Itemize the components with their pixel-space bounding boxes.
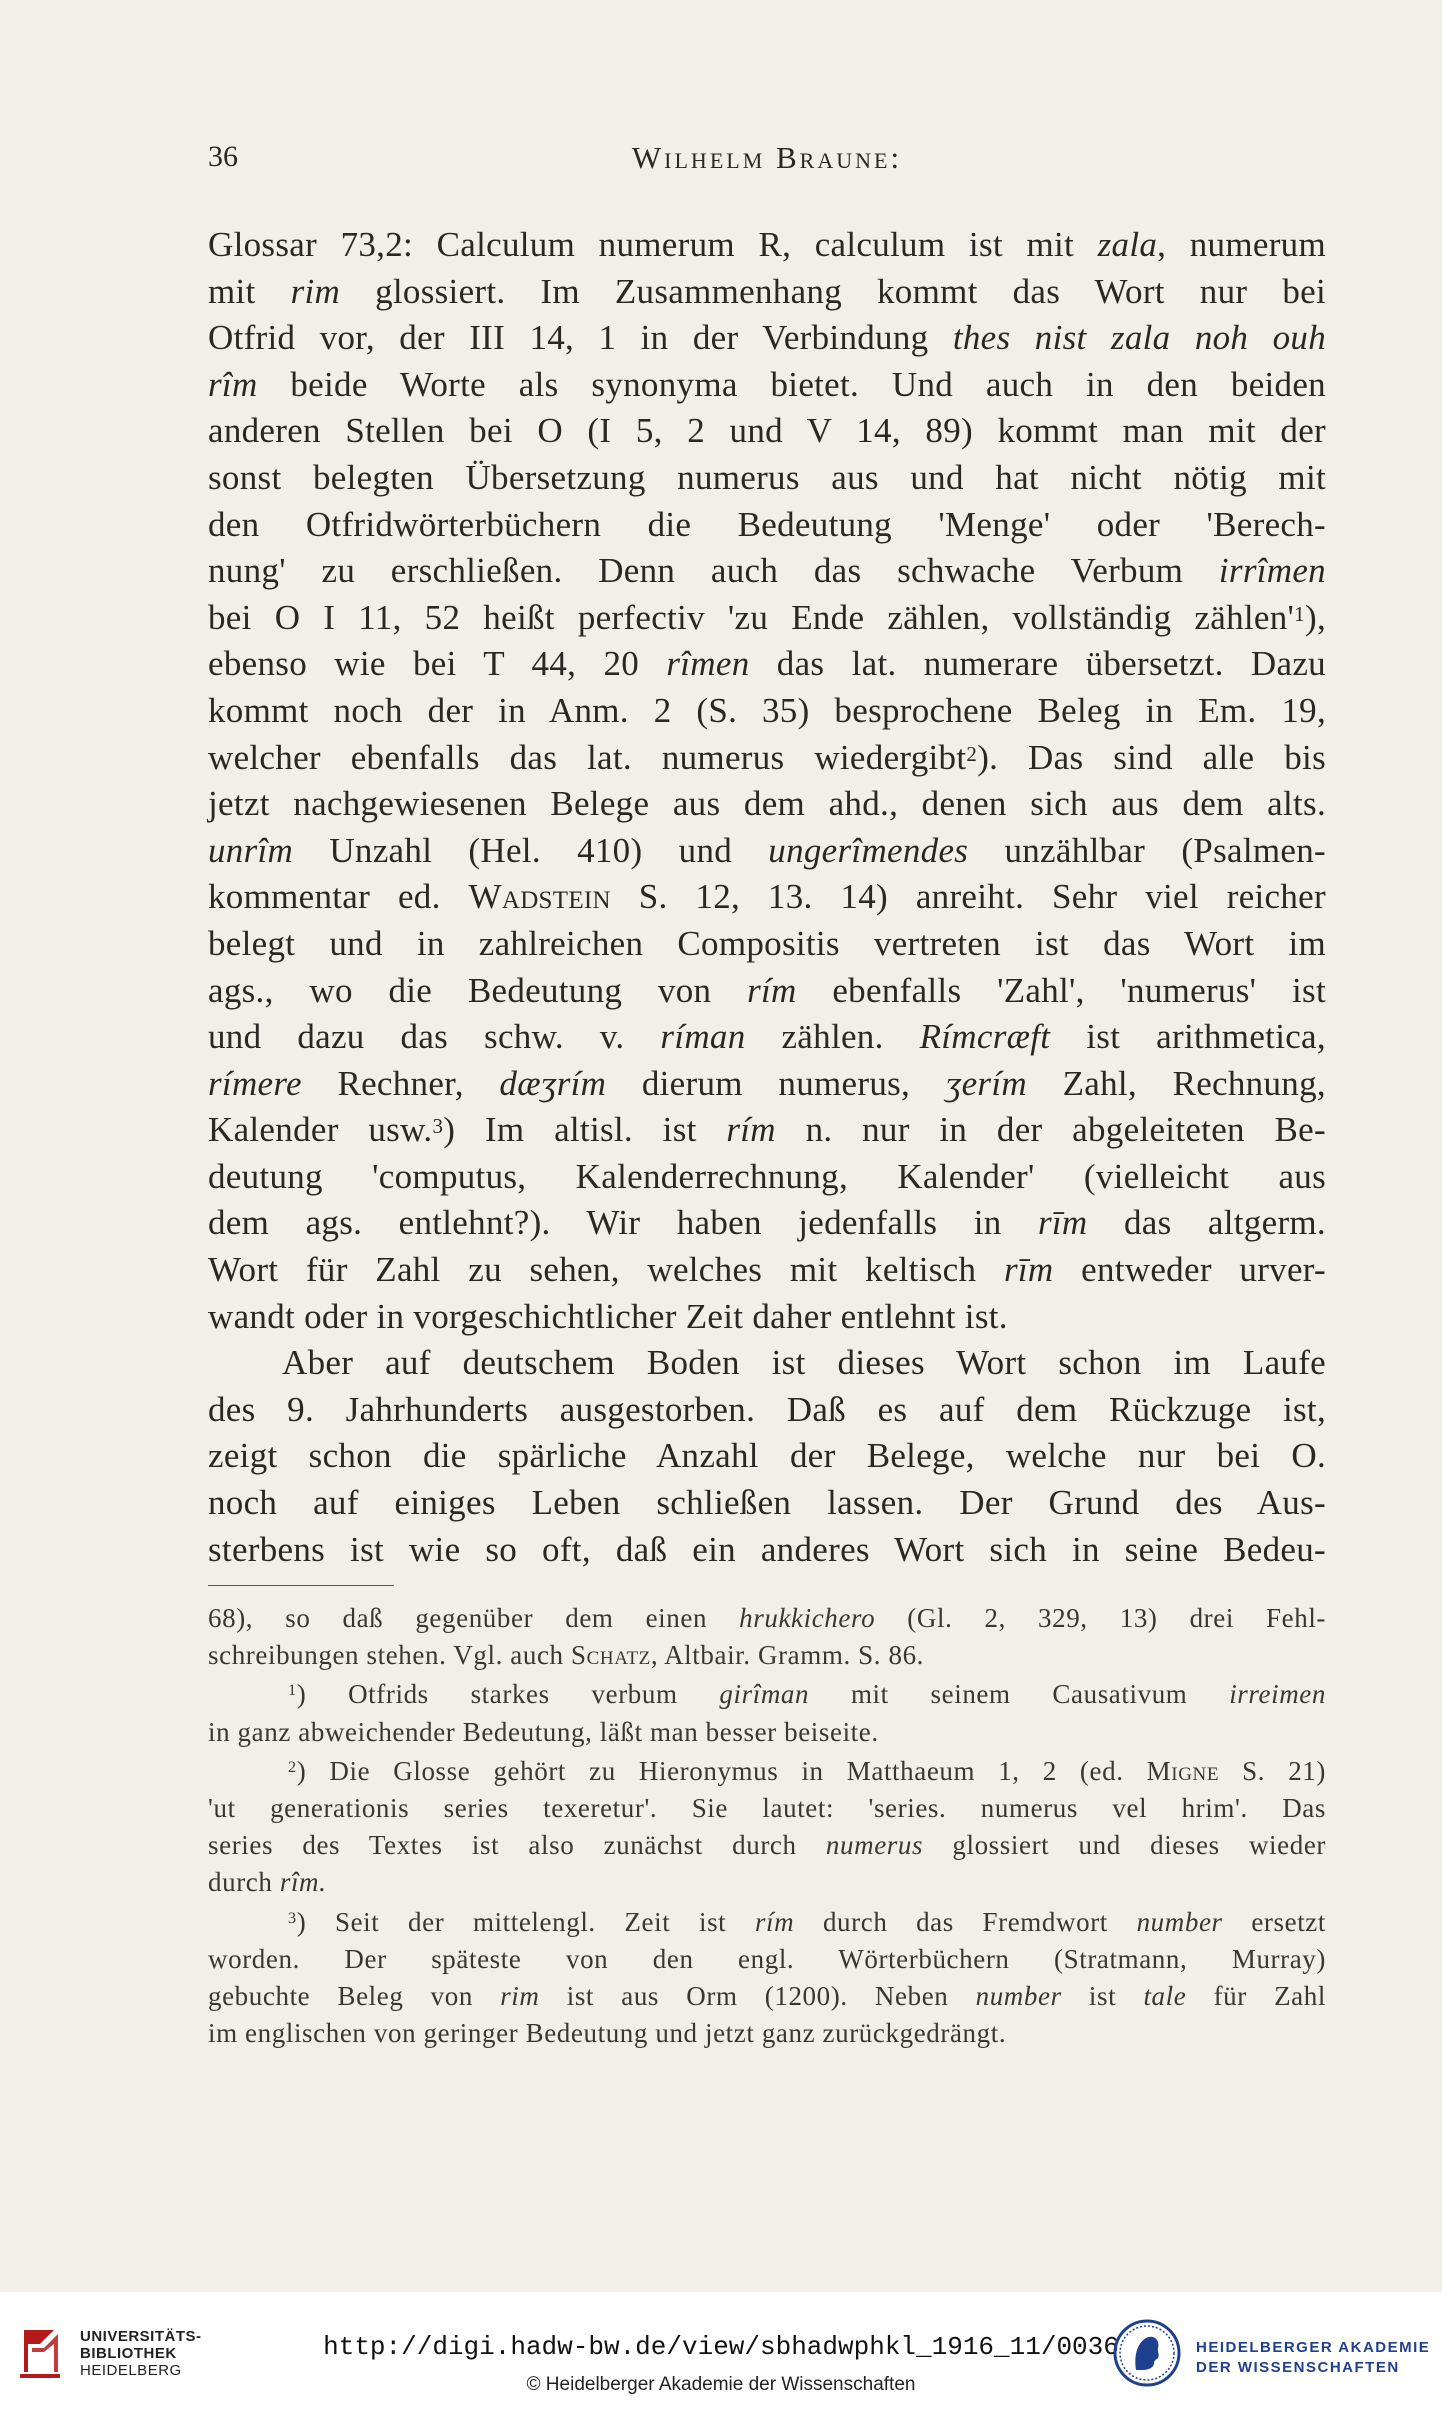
text-line: dem ags. entlehnt?). Wir haben jedenfalls in rīm das altgerm. xyxy=(208,1203,1326,1243)
text-line: sterbens ist wie so oft, daß ein anderes Wort sich in seine Bedeu- xyxy=(208,1529,1326,1569)
footnote-line: worden. Der späteste von den engl. Wörterbüchern (Stratmann, Murray) xyxy=(208,1943,1326,1974)
text-line: rîm beide Worte als synonyma bietet. Und auch in den beiden xyxy=(208,364,1326,404)
text-line: Aber auf deutschem Boden ist dieses Wort schon im Laufe xyxy=(282,1343,1326,1383)
footnote-3 xyxy=(208,1904,1326,2053)
text-line: kommentar ed. Wadstein S. 12, 13. 14) anreiht. Sehr viel reicher xyxy=(208,877,1326,917)
text-line: und dazu das schw. v. ríman zählen. Rímcræft ist arithmetica, xyxy=(208,1017,1326,1057)
footnote-2 xyxy=(208,1753,1326,1902)
footnote-marker: 1 xyxy=(288,1681,297,1700)
footnote-1 xyxy=(208,1676,1326,1750)
viewer-footer xyxy=(0,2292,1442,2419)
permalink-url[interactable]: http://digi.hadw-bw.de/view/sbhadwphkl_1916_11/0036 xyxy=(323,2332,1119,2362)
text-line: jetzt nachgewiesenen Belege aus dem ahd., denen sich aus dem alts. xyxy=(208,784,1326,824)
footnote-line: $^1$) Otfrids starkes verbum girîman mit seinem Causativum irreimen xyxy=(288,1679,1326,1710)
text-line: nung' zu erschließen. Denn auch das schwache Verbum irrîmen xyxy=(208,551,1326,591)
text-line: den Otfridwörterbüchern die Bedeutung 'Menge' oder 'Berech- xyxy=(208,504,1326,544)
footnote-ref-3[interactable]: 3 xyxy=(432,1114,444,1139)
footnote-line: in ganz abweichender Bedeutung, läßt man besser beiseite. xyxy=(208,1716,879,1747)
text-line: des 9. Jahrhunderts ausgestorben. Daß es auf dem Rückzuge ist, xyxy=(208,1389,1326,1429)
text-line: Wort für Zahl zu sehen, welches mit keltisch rīm entweder urver- xyxy=(208,1250,1326,1290)
text-line: deutung 'computus, Kalenderrechnung, Kalender' (vielleicht aus xyxy=(208,1156,1326,1196)
text-line: wandt oder in vorgeschichtlicher Zeit daher entlehnt ist. xyxy=(208,1296,1008,1336)
text-line: ags., wo die Bedeutung von rím ebenfalls 'Zahl', 'numerus' ist xyxy=(208,970,1326,1010)
page-header xyxy=(208,140,1326,180)
text-line: welcher ebenfalls das lat. numerus wiedergibt$^2$). Das sind alle bis xyxy=(208,737,1326,777)
page-number: 36 xyxy=(208,140,238,173)
footnote-line: durch rîm. xyxy=(208,1867,327,1898)
running-head: Wilhelm Braune: xyxy=(631,140,903,175)
text-line: anderen Stellen bei O (I 5, 2 und V 14, 89) kommt man mit der xyxy=(208,411,1326,451)
footnote-line: $^3$) Seit der mittelengl. Zeit ist rím durch das Fremdwort number ersetzt xyxy=(288,1906,1326,1937)
footnote-continuation xyxy=(208,1600,1326,1674)
footnote-line: gebuchte Beleg von rim ist aus Orm (1200). Neben number ist tale für Zahl xyxy=(208,1981,1326,2012)
text-line: unrîm Unzahl (Hel. 410) und ungerîmendes unzählbar (Psalmen- xyxy=(208,830,1326,870)
text-line: Otfrid vor, der III 14, 1 in der Verbindung thes nist zala noh ouh xyxy=(208,318,1326,358)
footnote-marker: 3 xyxy=(288,1908,297,1927)
text-line: mit rim glossiert. Im Zusammenhang kommt das Wort nur bei xyxy=(208,271,1326,311)
text-line: ebenso wie bei T 44, 20 rîmen das lat. numerare übersetzt. Dazu xyxy=(208,644,1326,684)
text-line: Glossar 73,2: Calculum numerum R, calculum ist mit zala, numerum xyxy=(208,225,1326,264)
main-text xyxy=(208,222,1326,1573)
text-line: sonst belegten Übersetzung numerus aus und hat nicht nötig mit xyxy=(208,457,1326,497)
footnote-divider xyxy=(208,1585,394,1586)
footnotes xyxy=(208,1600,1326,2054)
paragraph-2 xyxy=(208,1340,1326,1573)
paragraph-1 xyxy=(208,222,1326,1340)
footnote-ref-2[interactable]: 2 xyxy=(966,741,978,766)
footnote-marker: 2 xyxy=(288,1757,297,1776)
footnote-ref-1[interactable]: 1 xyxy=(1294,601,1305,626)
footnote-line: $^2$) Die Glosse gehört zu Hieronymus in Matthaeum 1, 2 (ed. Migne S. 21) xyxy=(288,1755,1326,1786)
text-line: belegt und in zahlreichen Compositis vertreten ist das Wort im xyxy=(208,923,1326,963)
footnote-line: series des Textes ist also zunächst durch numerus glossiert und dieses wieder xyxy=(208,1830,1327,1861)
footnote-line: 68), so daß gegenüber dem einen hrukkichero (Gl. 2, 329, 13) drei Fehl- xyxy=(208,1603,1327,1633)
text-line: kommt noch der in Anm. 2 (S. 35) besprochene Beleg in Em. 19, xyxy=(208,690,1326,730)
text-line: zeigt schon die spärliche Anzahl der Belege, welche nur bei O. xyxy=(208,1436,1326,1476)
copyright-notice: © Heidelberger Akademie der Wissenschaften xyxy=(526,2374,916,2395)
footnote-line: im englischen von geringer Bedeutung und jetzt ganz zurückgedrängt. xyxy=(208,2018,1007,2049)
text-line: rímere Rechner, dæʒrím dierum numerus, ʒerím Zahl, Rechnung, xyxy=(208,1063,1326,1103)
footnote-line: schreibungen stehen. Vgl. auch Schatz, Altbair. Gramm. S. 86. xyxy=(208,1640,925,1671)
text-line: noch auf einiges Leben schließen lassen. Der Grund des Aus- xyxy=(208,1483,1326,1523)
university-library-name: UNIVERSITÄTS- BIBLIOTHEK HEIDELBERG xyxy=(80,2328,202,2379)
footnote-line: 'ut generationis series texeretur'. Sie lautet: 'series. numerus vel hrim'. Das xyxy=(208,1793,1326,1824)
academy-name: HEIDELBERGER AKADEMIE DER WISSENSCHAFTEN xyxy=(1196,2339,1431,2376)
text-line: bei O I 11, 52 heißt perfectiv 'zu Ende zählen, vollständig $zählen'^1$), xyxy=(208,597,1326,637)
text-line: Kalender usw.$^3$) Im altisl. ist rím n. nur in der abgeleiteten Be- xyxy=(208,1110,1326,1150)
academy-logo-icon[interactable] xyxy=(1112,2318,1182,2388)
